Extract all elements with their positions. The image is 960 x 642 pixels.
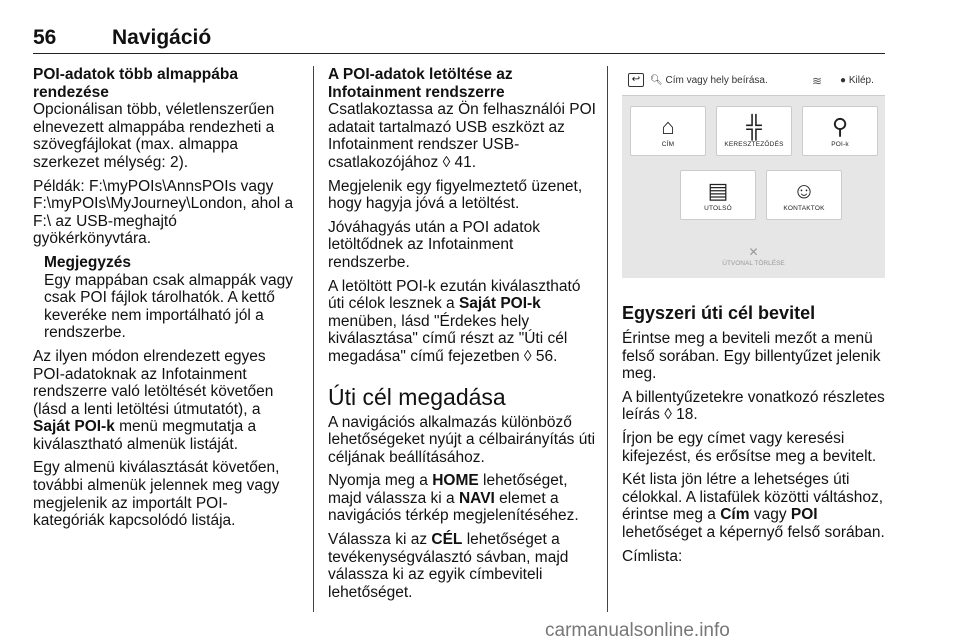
pin-icon: ⚲: [831, 114, 849, 139]
clear-route-label: ÚTVONAL TÖRLÉSE: [722, 260, 785, 267]
back-button[interactable]: [628, 73, 644, 87]
tile-recent[interactable]: [680, 170, 756, 220]
paragraph: Címlista:: [622, 547, 683, 565]
close-icon: ✕: [748, 245, 759, 259]
paragraph: Megjelenik egy figyelmeztető üzenet, hogy hagyja jóvá a letöltést.: [328, 177, 583, 213]
voice-icon[interactable]: ≋: [812, 74, 823, 88]
paragraph: Opcionálisan több, véletlenszerűen elnevezett almappába rendezheti a szövegfájlokat (max. almappa szerkezet mélység: 2).: [33, 101, 275, 171]
section-heading-poi-folders: POI-adatok több almappába rendezése: [33, 66, 238, 101]
paragraph: A navigációs alkalmazás különböző lehetőségeket nyújt a célbairányítás úti céljának beállításához.: [328, 413, 596, 466]
back-arrow-icon: ↩: [631, 74, 641, 85]
address-search-input[interactable]: 🔍︎ Cím vagy hely beírása.: [650, 75, 768, 86]
column-left: [33, 66, 298, 530]
tile-poi[interactable]: [802, 106, 878, 156]
tile-label: CÍM: [661, 141, 675, 148]
tile-label: KONTAKTOK: [783, 205, 825, 212]
note-title: Megjegyzés: [44, 253, 132, 271]
tile-address[interactable]: [630, 106, 706, 156]
exit-button[interactable]: ● Kilép.: [840, 75, 874, 86]
paragraph: Nyomja meg a HOME lehetőséget, majd válassza ki a NAVI elemet a navigációs térkép megjelenítéséhez.: [328, 472, 579, 525]
clear-route-button[interactable]: [622, 242, 885, 278]
column-divider: [313, 66, 314, 612]
paragraph: Válassza ki az CÉL lehetőséget a tevékenységválasztó sávban, majd válassza ki az egyik címbeviteli lehetőséget.: [328, 531, 569, 601]
tile-label: UTOLSÓ: [704, 205, 732, 212]
tile-label: POI-k: [831, 141, 849, 148]
contact-icon: ☺: [792, 178, 816, 203]
paragraph: A letöltött POI-k ezután kiválasztható úti célok lesznek a Saját POI-k menüben, lásd "Érdekes hely kiválasztása" című részt az "Úti cél megadása" című fejezetben ◊ 56.: [328, 277, 581, 365]
page-number: 56: [33, 26, 57, 49]
screen-top-bar: [622, 66, 885, 96]
paragraph: Egy almenü kiválasztását követően, további almenük jelennek meg vagy megjelenik az importált POI-kategóriák kapcsolódó listája.: [33, 459, 280, 530]
intersection-icon: ╬: [746, 114, 762, 139]
tile-contacts[interactable]: [766, 170, 842, 220]
section-heading-single-entry: Egyszeri úti cél bevitel: [622, 303, 816, 323]
recent-icon: ▤: [707, 178, 729, 203]
column-right: [622, 66, 887, 565]
paragraph: Írjon be egy címet vagy keresési kifejezést, és erősítse meg a bevitelt.: [622, 429, 877, 465]
home-icon: ⌂: [661, 114, 675, 139]
paragraph: A billentyűzetekre vonatkozó részletes leírás ◊ 18.: [622, 388, 885, 424]
page-header: [33, 24, 885, 54]
paragraph: Példák: F:\myPOIs\AnnsPOIs vagy F:\myPOIs\MyJourney\London, ahol a F:\ az USB-meghajtó gyökérkönyvtára.: [33, 177, 294, 248]
paragraph: Csatlakoztassa az Ön felhasználói POI adatait tartalmazó USB eszközt az Infotainment rendszer USB-csatlakozójához ◊ 41.: [328, 101, 596, 171]
watermark: carmanualsonline.info: [545, 620, 730, 641]
section-title-destination: Úti cél megadása: [328, 383, 506, 410]
paragraph: Érintse meg a beviteli mezőt a menü felső sorában. Egy billentyűzet jelenik meg.: [622, 330, 881, 383]
note-text: Egy mappában csak almappák vagy csak POI fájlok tárolhatók. A kettő keveréke nem importálható jól a rendszerbe.: [44, 271, 294, 342]
section-heading-poi-download: A POI-adatok letöltése az Infotainment rendszerre: [328, 66, 513, 101]
paragraph: Két lista jön létre a lehetséges úti célokkal. A listafülek közötti váltáshoz, érintse meg a Cím vagy POI lehetőséget a képernyő felső sorában.: [622, 471, 885, 541]
paragraph: Jóváhagyás után a POI adatok letöltődnek az Infotainment rendszerbe.: [328, 218, 540, 271]
column-middle: [328, 66, 596, 601]
tile-label: KERESZTEZŐDÉS: [724, 141, 784, 148]
search-icon: 🔍︎: [650, 75, 663, 86]
exit-icon: ●: [840, 75, 847, 86]
infotainment-screenshot: [622, 66, 885, 278]
chapter-title: Navigáció: [112, 26, 212, 49]
paragraph: Az ilyen módon elrendezett egyes POI-adatoknak az Infotainment rendszerre való letöltését követően (lásd a lenti letöltési útmutatót), a Saját POI-k menü megmutatja a kiválasztható almenük listáját.: [33, 347, 274, 453]
tile-intersection[interactable]: [716, 106, 792, 156]
note-block: [44, 254, 298, 342]
column-divider: [607, 66, 608, 612]
